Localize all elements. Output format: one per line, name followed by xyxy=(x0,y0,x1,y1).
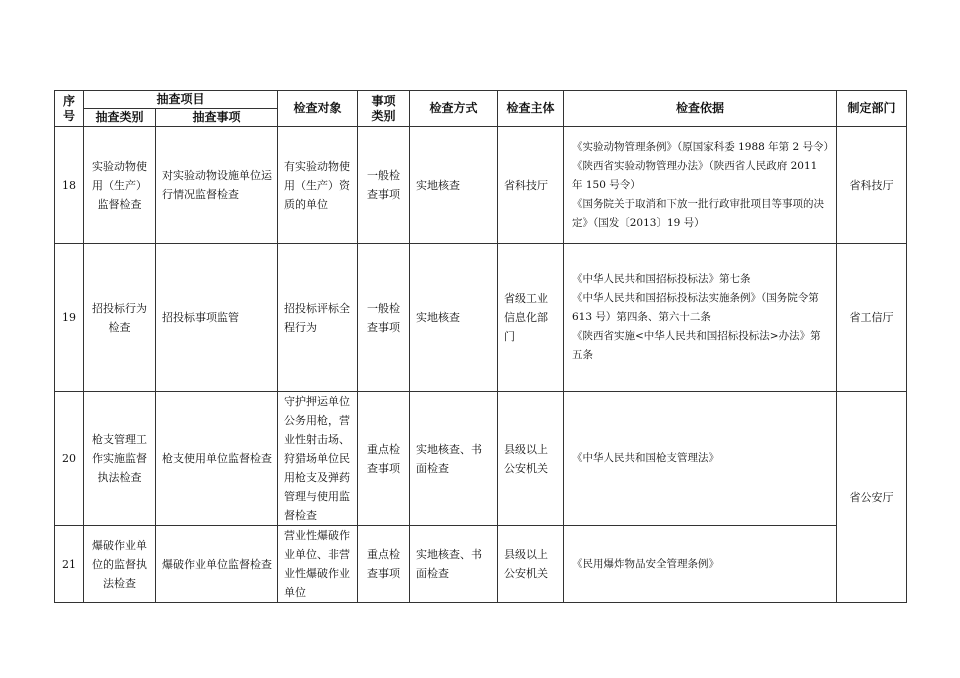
basis-line: 《实验动物管理条例》（原国家科委 1988 年第 2 号令） xyxy=(572,140,835,153)
check-basis xyxy=(564,392,837,526)
check-basis xyxy=(564,244,837,392)
header-basis: 检查依据 xyxy=(564,91,837,127)
basis-line: 《民用爆炸物品安全管理条例》 xyxy=(572,557,719,570)
row-number: 18 xyxy=(55,127,84,244)
check-item: 枪支使用单位监督检查 xyxy=(156,392,278,526)
check-object: 守护押运单位公务用枪，营业性射击场、狩猎场单位民用枪支及弹药管理与使用监督检查 xyxy=(278,392,358,526)
check-method: 实地核查 xyxy=(410,244,498,392)
check-method: 实地核查 xyxy=(410,127,498,244)
check-item: 对实验动物设施单位运行情况监督检查 xyxy=(156,127,278,244)
row-number: 19 xyxy=(55,244,84,392)
table-row xyxy=(55,244,907,392)
issuing-dept: 省工信厅 xyxy=(837,244,907,392)
header-category: 抽查类别 xyxy=(84,109,156,127)
check-object: 有实验动物使用（生产）资质的单位 xyxy=(278,127,358,244)
check-subject: 省科技厅 xyxy=(498,127,564,244)
item-type: 一般检查事项 xyxy=(358,244,410,392)
basis-line: 《陕西省实施<中华人民共和国招标投标法>办法》第五条 xyxy=(572,330,821,361)
header-item: 抽查事项 xyxy=(156,109,278,127)
check-subject: 县级以上公安机关 xyxy=(498,392,564,526)
check-object: 营业性爆破作业单位、非营业性爆破作业单位 xyxy=(278,526,358,603)
header-object: 检查对象 xyxy=(278,91,358,127)
header-method: 检查方式 xyxy=(410,91,498,127)
check-item: 招投标事项监管 xyxy=(156,244,278,392)
row-number: 20 xyxy=(55,392,84,526)
table-row xyxy=(55,127,907,244)
check-subject: 县级以上公安机关 xyxy=(498,526,564,603)
table-row xyxy=(55,392,907,526)
basis-line: 《中华人民共和国招标投标法》第七条 xyxy=(572,273,751,285)
basis-line: 《国务院关于取消和下放一批行政审批项目等事项的决定》（国发〔2013〕19 号） xyxy=(572,197,824,229)
check-category: 招投标行为检查 xyxy=(84,244,156,392)
header-subject: 检查主体 xyxy=(498,91,564,127)
check-basis xyxy=(564,127,837,244)
check-object: 招投标评标全程行为 xyxy=(278,244,358,392)
header-seq: 序号 xyxy=(55,91,84,127)
check-category: 爆破作业单位的监督执法检查 xyxy=(84,526,156,603)
basis-line: 《中华人民共和国枪支管理法》 xyxy=(572,452,719,464)
issuing-dept: 省科技厅 xyxy=(837,127,907,244)
item-type: 一般检查事项 xyxy=(358,127,410,244)
item-type: 重点检查事项 xyxy=(358,526,410,603)
header-project: 抽查项目 xyxy=(84,91,278,109)
check-category: 实验动物使用（生产）监督检查 xyxy=(84,127,156,244)
check-basis xyxy=(564,526,837,603)
issuing-dept: 省公安厅 xyxy=(837,392,907,603)
row-number: 21 xyxy=(55,526,84,603)
basis-line: 《中华人民共和国招标投标法实施条例》（国务院令第 613 号）第四条、第六十二条 xyxy=(572,292,819,323)
check-method: 实地核查、书面检查 xyxy=(410,392,498,526)
table-row xyxy=(55,526,907,603)
check-category: 枪支管理工作实施监督执法检查 xyxy=(84,392,156,526)
inspection-table xyxy=(54,90,907,603)
check-subject: 省级工业信息化部门 xyxy=(498,244,564,392)
basis-line: 《陕西省实验动物管理办法》（陕西省人民政府 2011 年 150 号令） xyxy=(572,159,818,191)
item-type: 重点检查事项 xyxy=(358,392,410,526)
check-item: 爆破作业单位监督检查 xyxy=(156,526,278,603)
header-dept: 制定部门 xyxy=(837,91,907,127)
check-method: 实地核查、书面检查 xyxy=(410,526,498,603)
header-type: 事项类别 xyxy=(358,91,410,127)
